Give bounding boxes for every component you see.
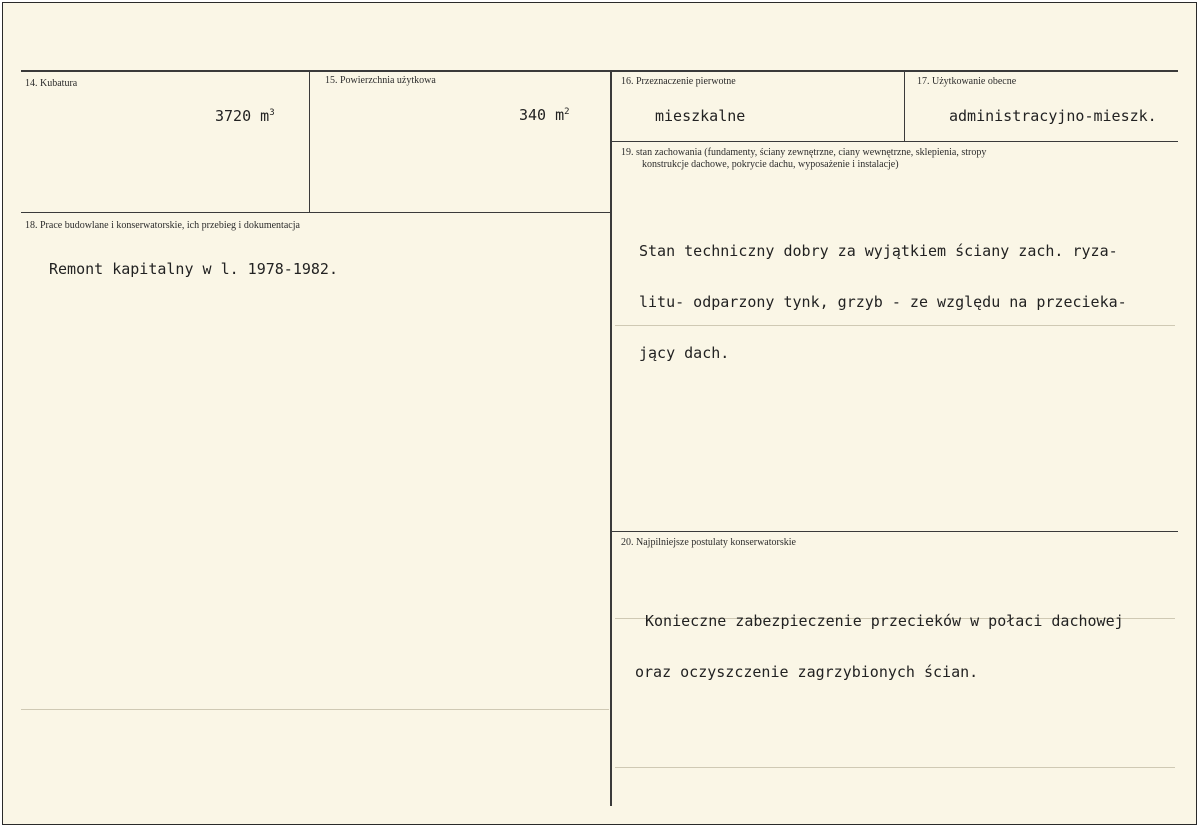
field-19-label-line1: 19. stan zachowania (fundamenty, ściany zewnętrzne, ciany wewnętrzne, sklepienia, stropy — [621, 147, 987, 158]
field-14-label: 14. Kubatura — [25, 78, 78, 89]
field-20-value — [635, 579, 1124, 715]
top-rule — [21, 70, 1178, 72]
field-15-value: 340 $m^2$ — [519, 106, 570, 124]
divider-center — [610, 71, 612, 806]
field-14-value: 3720 $m^3$ — [215, 107, 275, 125]
field-18-value: Remont kapitalny w l. 1978-1982. — [49, 260, 338, 278]
field-19-label-line2: konstrukcje dachowe, pokrycie dachu, wyposażenie i instalacje) — [642, 159, 899, 170]
field-15-label: 15. Powierzchnia użytkowa — [325, 75, 436, 86]
field-19-line: jący dach. — [639, 344, 730, 362]
bleed-line — [21, 709, 609, 710]
divider-14-15 — [309, 71, 310, 213]
divider-16-17 — [904, 71, 905, 141]
field-18-label: 18. Prace budowlane i konserwatorskie, ich przebieg i dokumentacja — [25, 220, 300, 231]
rule-below-14-15 — [21, 212, 611, 213]
field-20-label: 20. Najpilniejsze postulaty konserwatorskie — [621, 537, 796, 548]
field-19-line: Stan techniczny dobry za wyjątkiem ściany zach. ryza- — [639, 242, 1118, 260]
bleed-line — [615, 767, 1175, 768]
field-19-value — [639, 209, 1127, 396]
field-16-value: mieszkalne — [655, 107, 746, 125]
rule-above-20 — [611, 531, 1178, 532]
record-card — [2, 2, 1197, 825]
field-20-line: Konieczne zabezpieczenie przecieków w połaci dachowej — [645, 612, 1124, 630]
field-19-label — [621, 147, 1171, 171]
field-19-line: litu- odparzony tynk, grzyb - ze względu na przecieka- — [639, 293, 1127, 311]
field-17-label: 17. Użytkowanie obecne — [917, 76, 1017, 87]
field-20-line: oraz oczyszczenie zagrzybionych ścian. — [635, 663, 979, 681]
field-16-label: 16. Przeznaczenie pierwotne — [621, 76, 736, 87]
rule-below-16-17 — [611, 141, 1178, 142]
field-17-value: administracyjno-mieszk. — [949, 107, 1157, 125]
